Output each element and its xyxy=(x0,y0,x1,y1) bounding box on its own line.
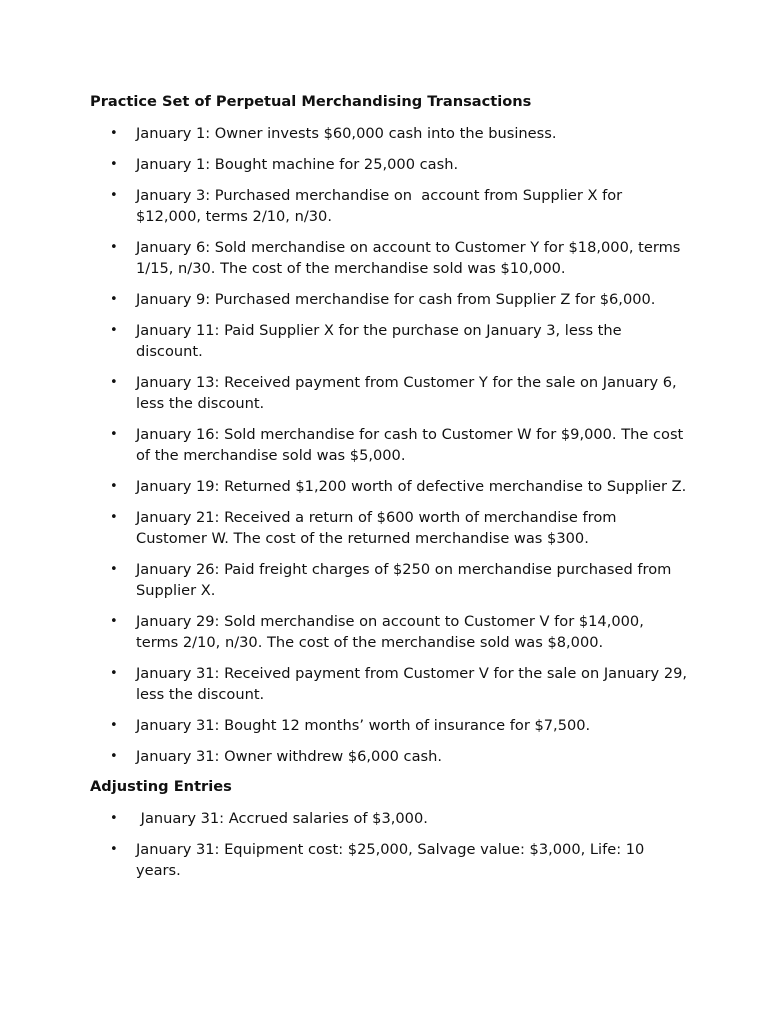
list-item-text: January 1: Owner invests $60,000 cash into the business. xyxy=(136,125,557,142)
bullet-icon: • xyxy=(110,614,118,629)
list-item-text: January 9: Purchased merchandise for cash from Supplier Z for $6,000. xyxy=(136,291,656,308)
bullet-icon: • xyxy=(110,375,118,390)
list-item xyxy=(90,424,690,466)
list-item xyxy=(90,559,690,601)
list-item-text: January 31: Accrued salaries of $3,000. xyxy=(136,810,428,827)
list-item xyxy=(90,289,690,310)
list-item-text: January 19: Returned $1,200 worth of defective merchandise to Supplier Z. xyxy=(136,478,687,495)
list-item xyxy=(90,507,690,549)
bullet-icon: • xyxy=(110,666,118,681)
bullet-icon: • xyxy=(110,188,118,203)
list-item xyxy=(90,185,690,227)
transactions-list xyxy=(90,123,690,767)
list-item-text: January 21: Received a return of $600 worth of merchandise from Customer W. The cost of the returned merchandise was $300. xyxy=(136,509,622,547)
list-item xyxy=(90,320,690,362)
list-item-text: January 26: Paid freight charges of $250 on merchandise purchased from Supplier X. xyxy=(136,561,676,599)
bullet-icon: • xyxy=(110,562,118,577)
list-item-text: January 31: Bought 12 months’ worth of insurance for $7,500. xyxy=(136,717,591,734)
document-page xyxy=(90,92,690,891)
bullet-icon: • xyxy=(110,749,118,764)
list-item xyxy=(90,476,690,497)
list-item xyxy=(90,611,690,653)
list-item-text: January 11: Paid Supplier X for the purchase on January 3, less the discount. xyxy=(136,322,627,360)
bullet-icon: • xyxy=(110,427,118,442)
bullet-icon: • xyxy=(110,842,118,857)
bullet-icon: • xyxy=(110,510,118,525)
list-item-text: January 6: Sold merchandise on account to Customer Y for $18,000, terms 1/15, n/30. The cost of the merchandise sold was $10,000. xyxy=(136,239,686,277)
list-item-text: January 13: Received payment from Customer Y for the sale on January 6, less the discount. xyxy=(136,374,682,412)
bullet-icon: • xyxy=(110,126,118,141)
bullet-icon: • xyxy=(110,811,118,826)
list-item-text: January 31: Equipment cost: $25,000, Salvage value: $3,000, Life: 10 years. xyxy=(136,841,649,879)
bullet-icon: • xyxy=(110,240,118,255)
list-item xyxy=(90,839,690,881)
list-item xyxy=(90,237,690,279)
bullet-icon: • xyxy=(110,157,118,172)
list-item xyxy=(90,746,690,767)
list-item-text: January 31: Owner withdrew $6,000 cash. xyxy=(136,748,442,765)
list-item-text: January 31: Received payment from Customer V for the sale on January 29, less the discount. xyxy=(136,665,692,703)
bullet-icon: • xyxy=(110,479,118,494)
bullet-icon: • xyxy=(110,323,118,338)
list-item xyxy=(90,715,690,736)
section-heading-transactions: Practice Set of Perpetual Merchandising Transactions xyxy=(90,93,532,110)
list-item xyxy=(90,372,690,414)
list-item-text: January 1: Bought machine for 25,000 cash. xyxy=(136,156,459,173)
list-item xyxy=(90,123,690,144)
bullet-icon: • xyxy=(110,292,118,307)
bullet-icon: • xyxy=(110,718,118,733)
list-item xyxy=(90,663,690,705)
section-heading-adjusting-entries: Adjusting Entries xyxy=(90,778,232,795)
list-item-text: January 16: Sold merchandise for cash to Customer W for $9,000. The cost of the merchandise sold was $5,000. xyxy=(136,426,688,464)
adjusting-entries-list xyxy=(90,808,690,881)
list-item-text: January 29: Sold merchandise on account to Customer V for $14,000, terms 2/10, n/30. The cost of the merchandise sold was $8,000. xyxy=(136,613,649,651)
list-item-text: January 3: Purchased merchandise on account from Supplier X for $12,000, terms 2/10, n/30. xyxy=(136,187,627,225)
list-item xyxy=(90,808,690,829)
list-item xyxy=(90,154,690,175)
